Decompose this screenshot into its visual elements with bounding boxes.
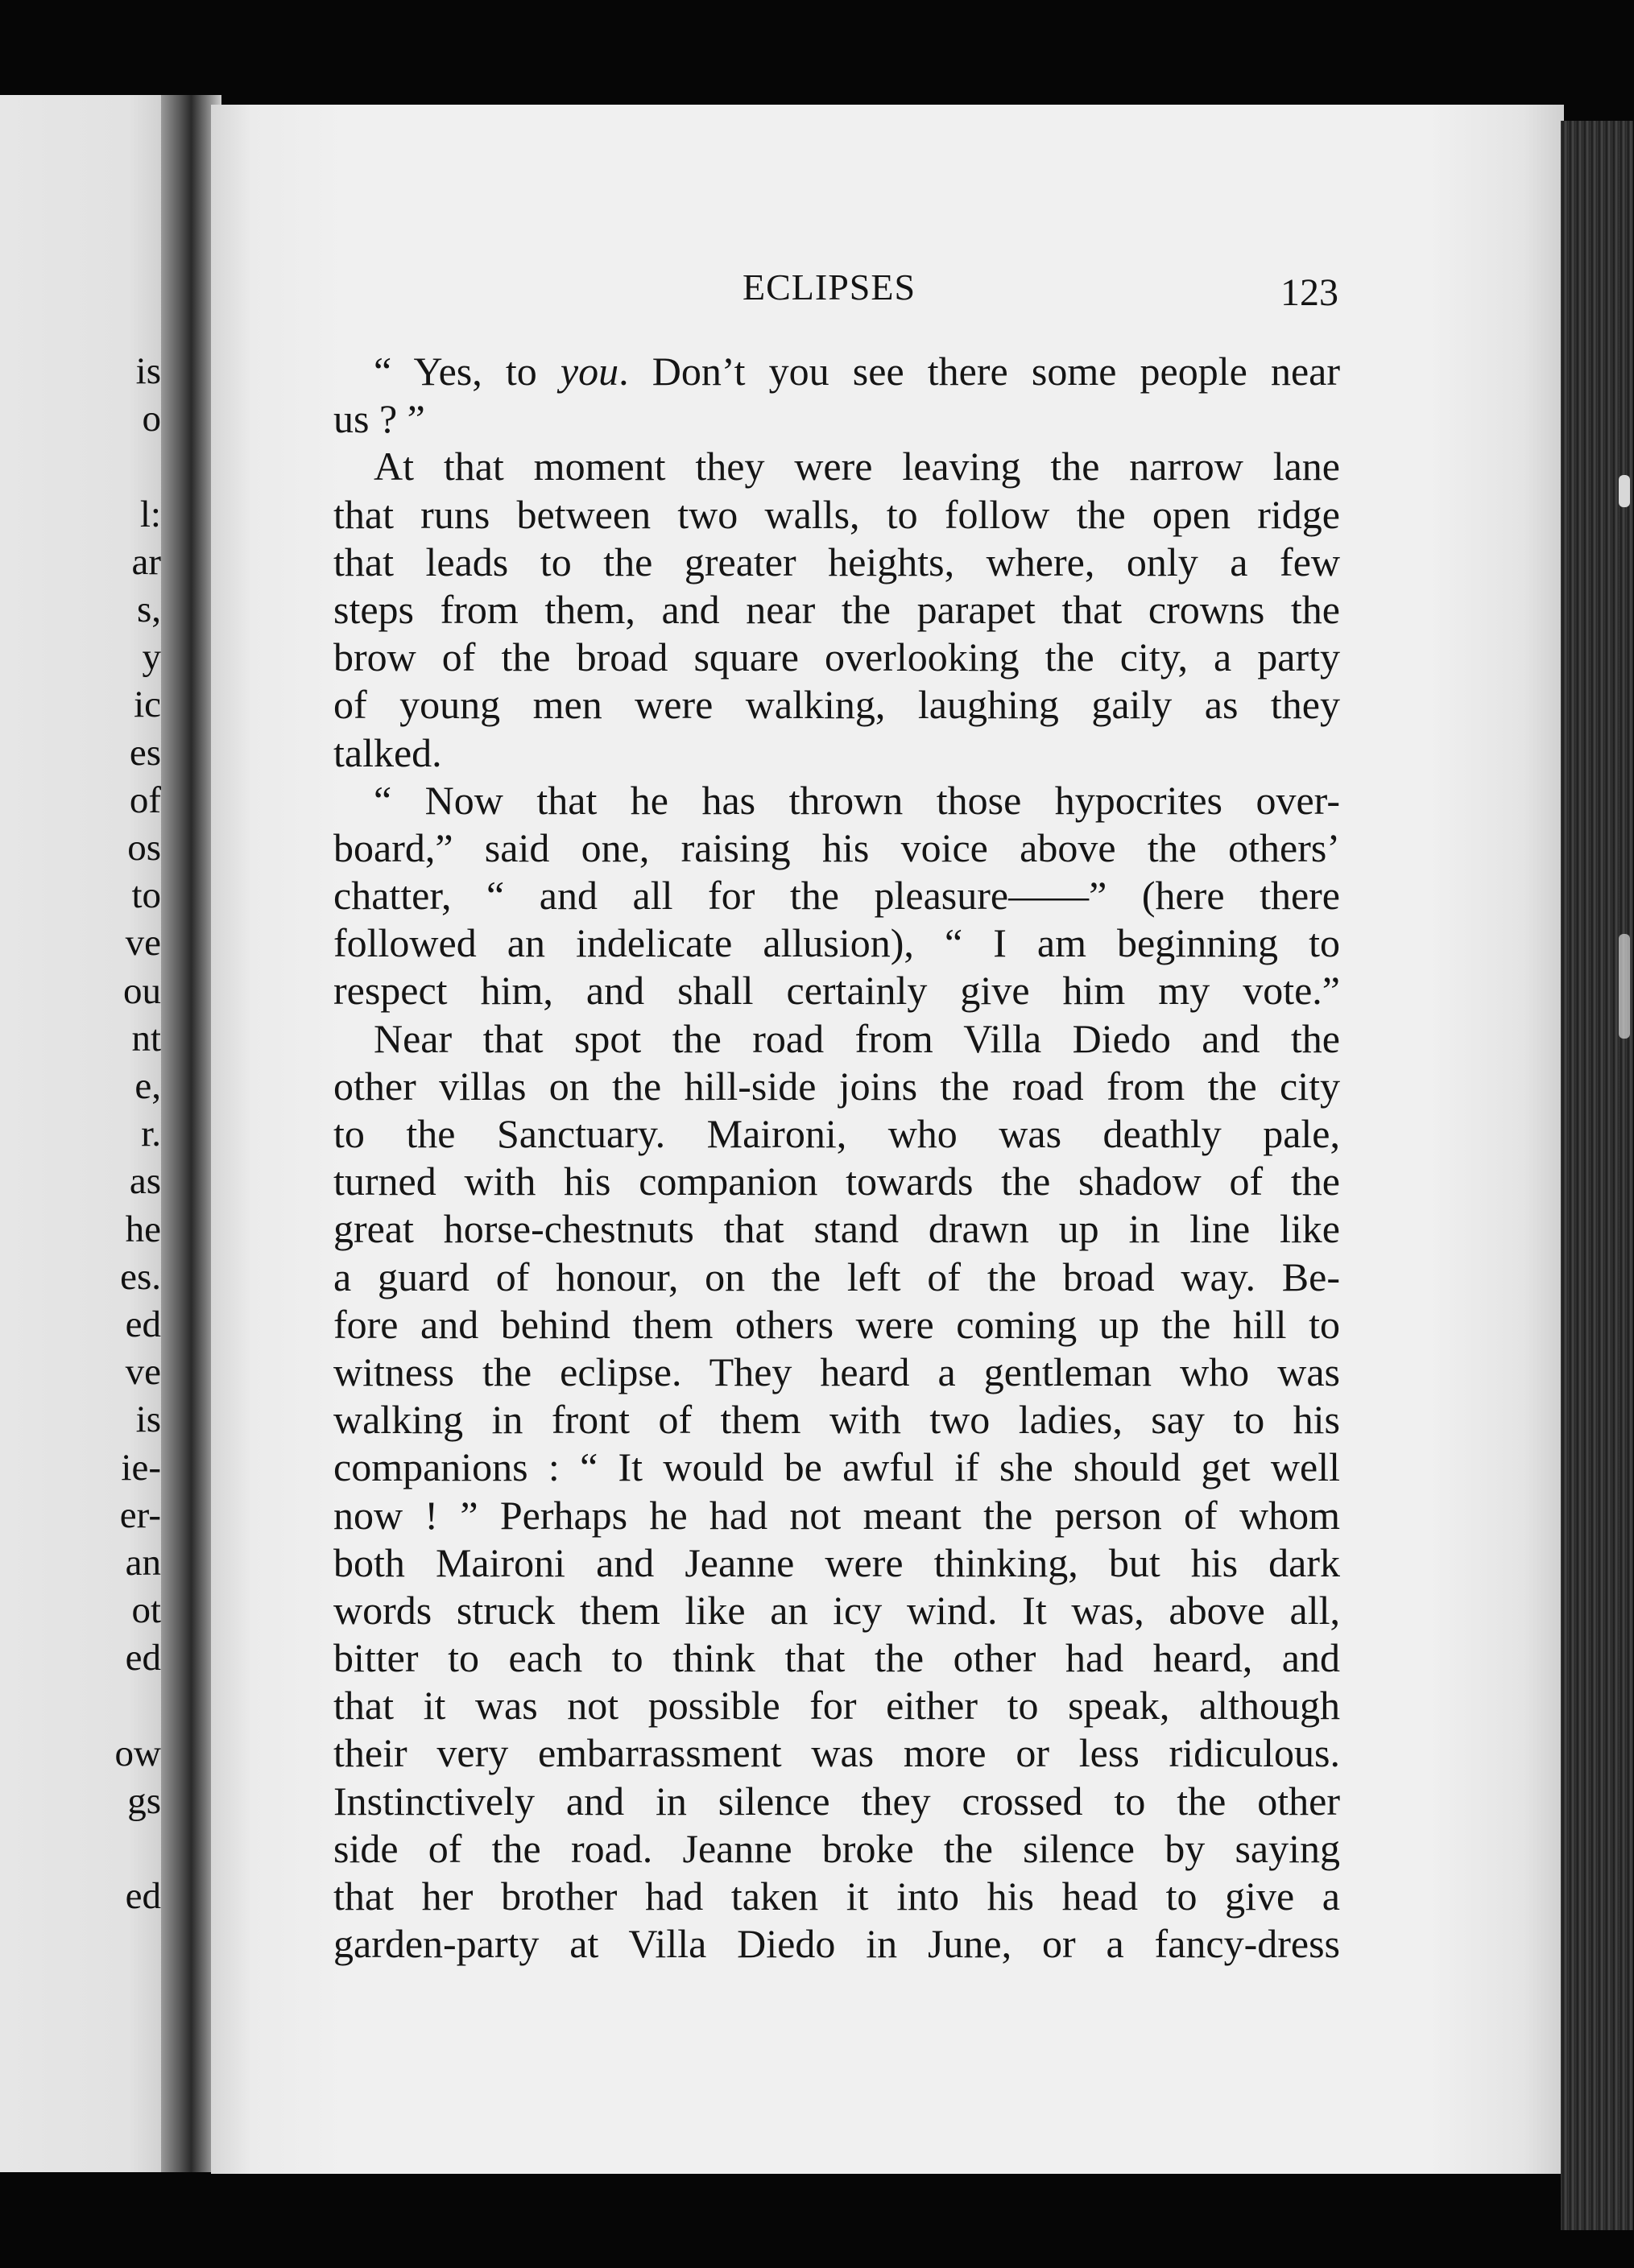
left-page-fragment: is [135,350,161,392]
running-title: ECLIPSES [743,266,916,308]
text-line: Instinctively and in silence they crossed to the other [333,1778,1340,1824]
text-line: board,” said one, raising his voice above the others’ [333,824,1340,870]
left-page-fragment: o [142,398,161,440]
text-line: “ Now that he has thrown those hypocrites over- [374,777,1340,823]
text-line: talked. [333,729,442,775]
text-line: fore and behind them others were coming up the hill to [333,1301,1340,1347]
edge-highlight [1619,934,1630,1039]
left-page-fragment: an [125,1542,161,1584]
text-line: that it was not possible for either to speak, although [333,1683,1340,1729]
text-line: that her brother had taken it into his head to give a [333,1873,1340,1919]
left-page-fragment: gs [127,1780,161,1822]
left-page-fragment: ic [134,684,161,726]
text-line: “ Yes, to you. Don’t you see there some people near [374,349,1340,394]
left-page-fragment: is [135,1398,161,1441]
text-line: followed an indelicate allusion), “ I am beginning to [333,920,1340,966]
left-page-fragment: os [127,827,161,869]
text-line: of young men were walking, laughing gaily as they [333,682,1340,728]
text-line: words struck them like an icy wind. It was, above all, [333,1587,1340,1633]
text-line: garden-party at Villa Diedo in June, or a fancy-dress [333,1921,1340,1967]
left-page-fragment: ed [125,1303,161,1345]
left-page-fragment: of [129,779,161,821]
text-line: At that moment they were leaving the narrow lane [374,444,1340,490]
left-page-fragment: es [129,731,161,774]
left-page-fragment: ie- [121,1446,161,1489]
left-page-fragment: ed [125,1875,161,1918]
text-line: companions : “ It would be awful if she should get well [333,1444,1340,1490]
text-line: both Maironi and Jeanne were thinking, but his dark [333,1539,1340,1585]
body-text [333,348,1340,1968]
text-line: steps from them, and near the parapet that crowns the [333,586,1340,632]
text-line: that runs between two walls, to follow the open ridge [333,491,1340,537]
left-page-fragment: ot [131,1589,161,1632]
text-line: witness the eclipse. They heard a gentleman who was [333,1349,1340,1394]
text-line: turned with his companion towards the shadow of the [333,1159,1340,1204]
left-page-fragment: es. [120,1255,161,1298]
left-page-fragment: y [142,636,161,679]
text-line: us ? ” [333,396,425,442]
left-page-fragment: r. [141,1113,161,1155]
left-page-fragment: ve [125,922,161,965]
text-line: side of the road. Jeanne broke the silence by saying [333,1825,1340,1871]
left-page-fragment: ow [114,1732,161,1774]
edge-highlight [1619,475,1630,507]
left-page-fragment: er- [119,1493,161,1536]
left-page-fragment: he [125,1208,161,1250]
page-number: 123 [1280,271,1338,314]
text-line: now ! ” Perhaps he had not meant the person of whom [333,1492,1340,1538]
text-line: Near that spot the road from Villa Diedo and the [374,1015,1340,1061]
text-line: respect him, and shall certainly give him my vote.” [333,968,1340,1014]
left-page-fragment: as [129,1160,161,1203]
emphasis-word: you [560,349,619,394]
text-line: walking in front of them with two ladies, say to his [333,1397,1340,1443]
text-line: that leads to the greater heights, where, only a few [333,539,1340,585]
page-edges [1561,121,1633,2230]
text-line: their very embarrassment was more or less ridiculous. [333,1730,1340,1776]
text-line: bitter to each to think that the other had heard, and [333,1635,1340,1681]
text-line: to the Sanctuary. Maironi, who was deathly pale, [333,1111,1340,1156]
left-page-fragment: l: [139,493,161,535]
left-page-fragment: e, [134,1065,161,1107]
left-page-fragment: ed [125,1637,161,1679]
text-line: great horse-chestnuts that stand drawn up in line like [333,1206,1340,1252]
text-line: a guard of honour, on the left of the broad way. Be- [333,1254,1340,1299]
left-page-fragment: to [131,874,161,917]
left-page-fragment: ve [125,1351,161,1394]
text-line: brow of the broad square overlooking the city, a party [333,634,1340,680]
page-header [0,266,1634,314]
left-page-fragment: ou [123,969,161,1012]
left-page-fragment: s, [136,589,161,630]
left-page-fragment: nt [131,1017,161,1060]
left-facing-page [0,95,184,2172]
text-line: other villas on the hill-side joins the road from the city [333,1063,1340,1109]
text-line: chatter, “ and all for the pleasure——” (here there [333,873,1340,919]
left-page-fragment: ar [131,540,161,583]
